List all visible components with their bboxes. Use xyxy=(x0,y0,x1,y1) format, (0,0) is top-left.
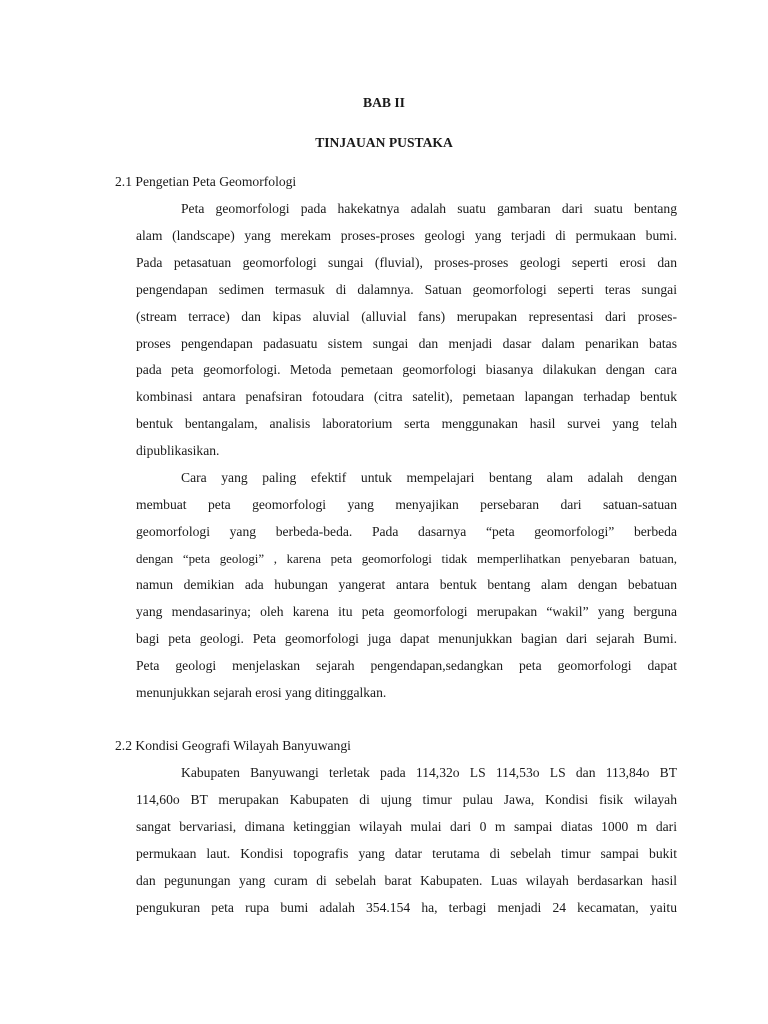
paragraph-line: Peta geologi menjelaskan sejarah pengendapan,sedangkan peta geomorfologi dapat xyxy=(136,658,677,673)
chapter-title: TINJAUAN PUSTAKA xyxy=(315,135,453,150)
paragraph-line: sangat bervariasi, dimana ketinggian wilayah mulai dari 0 m sampai diatas 1000 m dari xyxy=(136,819,677,834)
paragraph-line: kombinasi antara penafsiran fotoudara (citra satelit), pemetaan lapangan terhadap bentuk xyxy=(136,389,677,404)
paragraph-line: Pada petasatuan geomorfologi sungai (fluvial), proses-proses geologi seperti erosi dan xyxy=(136,255,677,270)
paragraph-line: namun demikian ada hubungan yangerat antara bentuk bentang alam dengan bebatuan xyxy=(136,577,677,592)
section-heading-2-2: 2.2 Kondisi Geografi Wilayah Banyuwangi xyxy=(115,738,351,753)
chapter-number: BAB II xyxy=(363,95,405,110)
paragraph-line: permukaan laut. Kondisi topografis yang datar terutama di sebelah timur sampai bukit xyxy=(136,846,677,861)
paragraph-line: menunjukkan sejarah erosi yang ditinggalkan. xyxy=(136,685,387,700)
paragraph-line: bentuk bentangalam, analisis laboratorium serta menggunakan hasil survei yang telah xyxy=(136,416,677,431)
paragraph-line: pada peta geomorfologi. Metoda pemetaan geomorfologi biasanya dilakukan dengan cara xyxy=(136,362,677,377)
paragraph-line: (stream terrace) dan kipas aluvial (alluvial fans) merupakan representasi dari proses- xyxy=(136,309,677,324)
paragraph-line: proses pengendapan padasuatu sistem sungai dan menjadi dasar dalam penarikan batas xyxy=(136,336,677,351)
paragraph-line: 114,60o BT merupakan Kabupaten di ujung timur pulau Jawa, Kondisi fisik wilayah xyxy=(136,792,677,807)
paragraph-line: dan pegunungan yang curam di sebelah barat Kabupaten. Luas wilayah berdasarkan hasil xyxy=(136,873,677,888)
paragraph-line: dengan “peta geologi” , karena peta geomorfologi tidak memperlihatkan penyebaran batuan, xyxy=(136,552,677,566)
paragraph-line: pengukuran peta rupa bumi adalah 354.154 ha, terbagi menjadi 24 kecamatan, yaitu xyxy=(136,900,677,915)
paragraph-line: bagi peta geologi. Peta geomorfologi juga dapat menunjukkan bagian dari sejarah Bumi. xyxy=(136,631,677,646)
paragraph-line: pengendapan sedimen termasuk di dalamnya. Satuan geomorfologi seperti teras sungai xyxy=(136,282,677,297)
paragraph-line: geomorfologi yang berbeda-beda. Pada dasarnya “peta geomorfologi” berbeda xyxy=(136,524,677,539)
paragraph-line: alam (landscape) yang merekam proses-proses geologi yang terjadi di permukaan bumi. xyxy=(136,228,677,243)
paragraph-line: Cara yang paling efektif untuk mempelajari bentang alam adalah dengan xyxy=(181,470,677,485)
paragraph-line: Peta geomorfologi pada hakekatnya adalah suatu gambaran dari suatu bentang xyxy=(181,201,677,216)
paragraph-line: dipublikasikan. xyxy=(136,443,220,458)
paragraph-line: membuat peta geomorfologi yang menyajikan persebaran dari satuan-satuan xyxy=(136,497,677,512)
section-heading-2-1: 2.1 Pengetian Peta Geomorfologi xyxy=(115,174,297,189)
paragraph-line: Kabupaten Banyuwangi terletak pada 114,32o LS 114,53o LS dan 113,84o BT xyxy=(181,765,677,780)
paragraph-line: yang mendasarinya; oleh karena itu peta geomorfologi merupakan “wakil” yang berguna xyxy=(136,604,677,619)
